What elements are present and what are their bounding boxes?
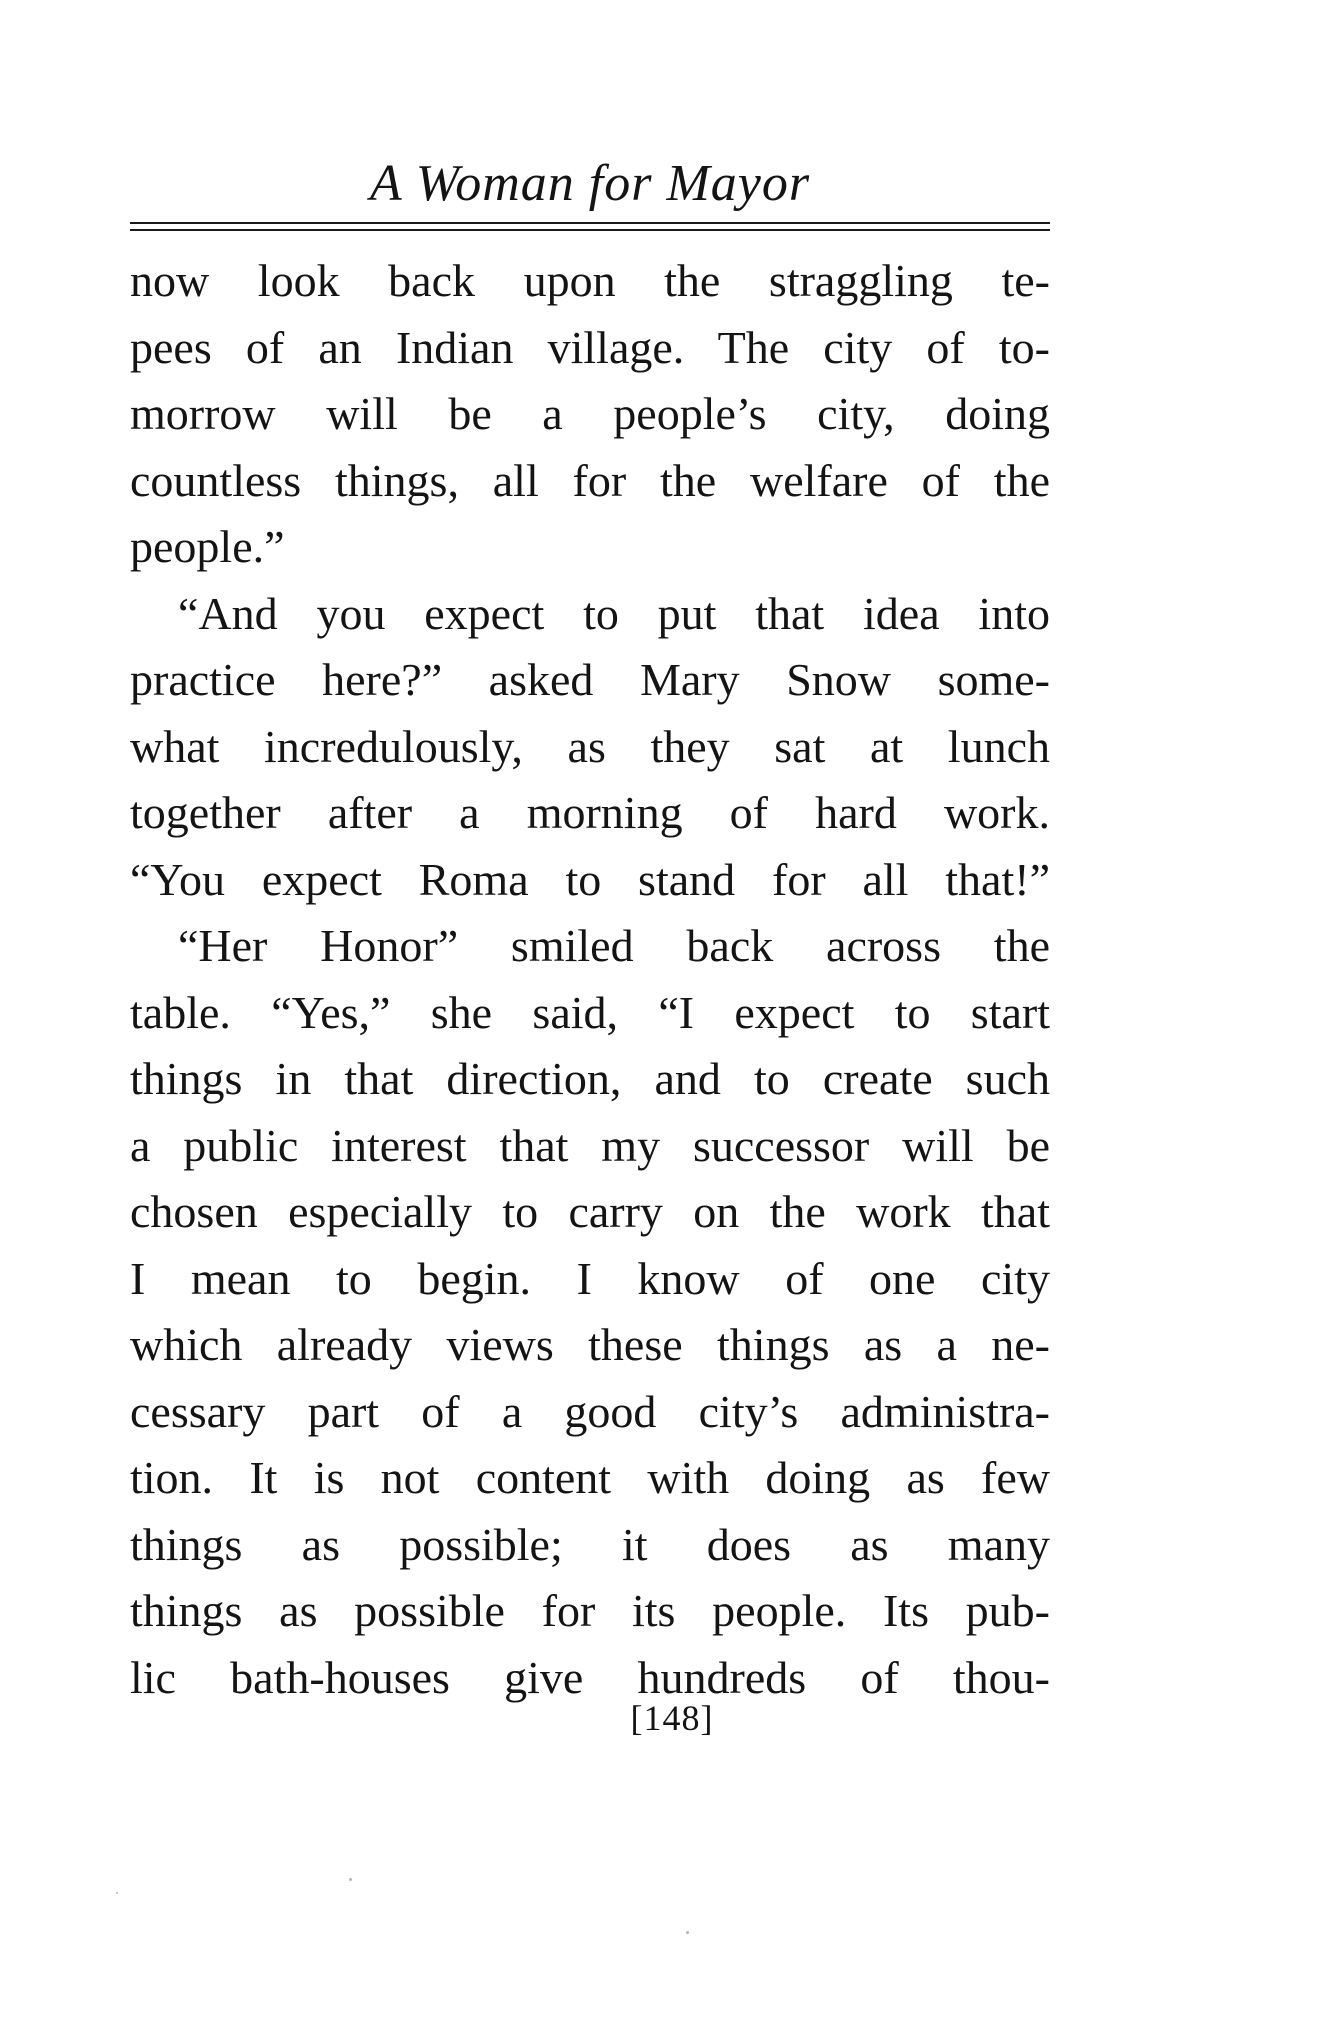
text-line: lic bath-houses give hundreds of thou- <box>130 1651 1050 1703</box>
text-line: what incredulously, as they sat at lunch <box>130 720 1050 772</box>
text-line: “You expect Roma to stand for all that!” <box>130 853 1050 905</box>
text-line: morrow will be a people’s city, doing <box>130 388 1050 439</box>
page-number: [148] <box>630 1698 714 1738</box>
text-line: table. “Yes,” she said, “I expect to start <box>130 986 1050 1038</box>
header-rule-top <box>130 222 1050 224</box>
header-rule-bottom <box>130 229 1050 231</box>
text-line: cessary part of a good city’s administra- <box>130 1385 1050 1437</box>
text-line: which already views these things as a ne- <box>130 1319 1050 1370</box>
text-line: “And you expect to put that idea into <box>178 587 1050 639</box>
text-line: together after a morning of hard work. <box>130 787 1050 838</box>
paper-speck <box>349 1878 352 1881</box>
body-text <box>130 248 1050 1711</box>
paper-speck <box>686 1931 689 1934</box>
text-line: countless things, all for the welfare of the <box>130 454 1050 506</box>
running-head: A Woman for Mayor <box>369 155 811 212</box>
text-line: things as possible; it does as many <box>130 1518 1050 1570</box>
text-line: a public interest that my successor will be <box>130 1119 1050 1171</box>
paper-speck <box>116 1892 118 1894</box>
text-line: tion. It is not content with doing as few <box>130 1452 1050 1503</box>
text-line: pees of an Indian village. The city of to- <box>130 321 1050 373</box>
text-line: things in that direction, and to create such <box>130 1053 1050 1104</box>
text-line: people.” <box>130 521 285 572</box>
text-line: now look back upon the straggling te- <box>130 255 1050 306</box>
text-line: “Her Honor” smiled back across the <box>178 920 1050 971</box>
text-line: things as possible for its people. Its pub- <box>130 1585 1050 1636</box>
text-line: chosen especially to carry on the work that <box>130 1186 1050 1237</box>
text-line: practice here?” asked Mary Snow some- <box>130 654 1050 705</box>
text-line: I mean to begin. I know of one city <box>130 1252 1050 1304</box>
